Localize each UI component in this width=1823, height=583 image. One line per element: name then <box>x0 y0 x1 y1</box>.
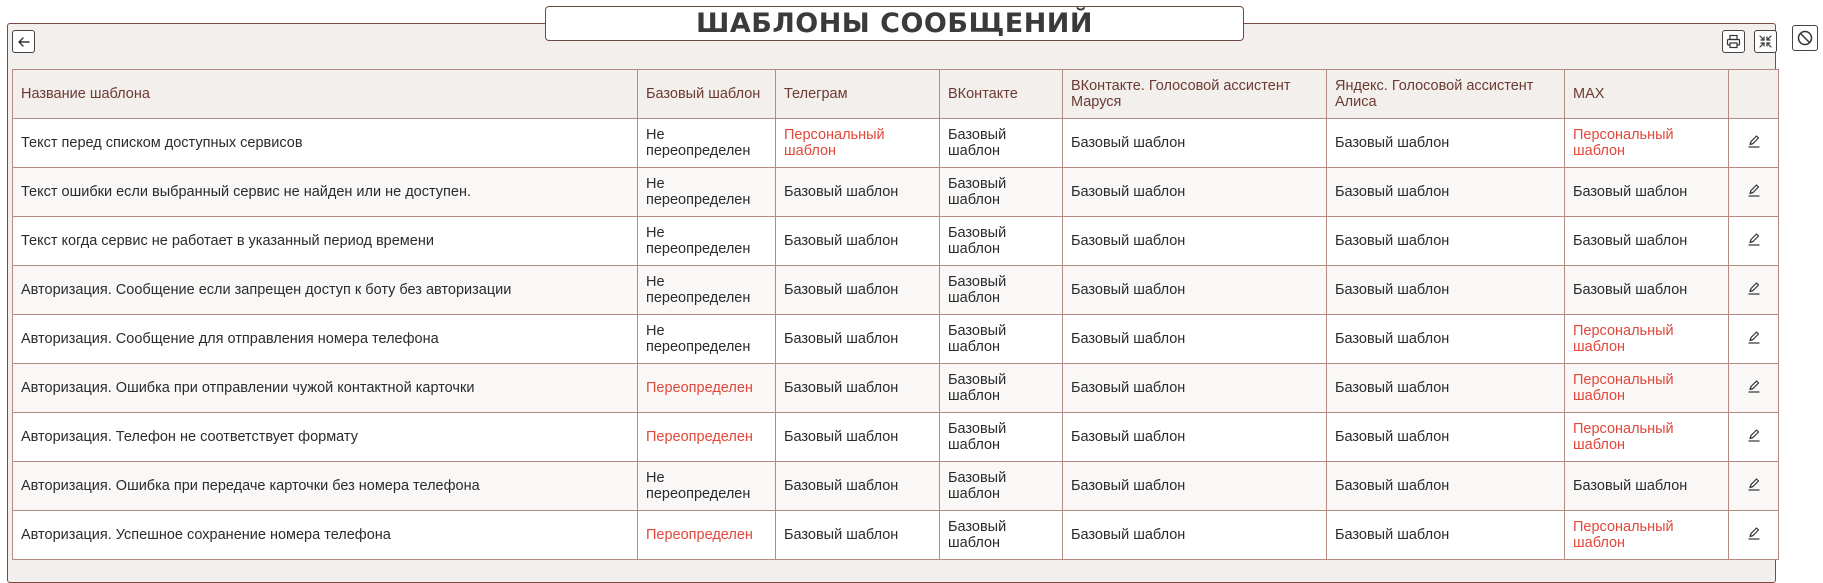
cell-telegram: Базовый шаблон <box>776 413 940 462</box>
cell-max: Базовый шаблон <box>1565 168 1729 217</box>
cell-template-name: Текст когда сервис не работает в указанный период времени <box>13 217 638 266</box>
cell-alice: Базовый шаблон <box>1327 511 1565 560</box>
column-header-alice[interactable]: Яндекс. Голосовой ассистент Алиса <box>1327 70 1565 119</box>
cell-vk: Базовый шаблон <box>940 511 1063 560</box>
cell-vk: Базовый шаблон <box>940 364 1063 413</box>
arrow-left-icon <box>17 35 31 49</box>
cell-marusya: Базовый шаблон <box>1063 266 1327 315</box>
cell-telegram: Базовый шаблон <box>776 168 940 217</box>
edit-button[interactable] <box>1743 475 1765 497</box>
page-title: ШАБЛОНЫ СООБЩЕНИЙ <box>695 8 1093 39</box>
back-button[interactable] <box>12 30 35 53</box>
cell-base-status: Переопределен <box>638 511 776 560</box>
cell-base-status: Не переопределен <box>638 119 776 168</box>
cell-base-status: Не переопределен <box>638 315 776 364</box>
cell-vk: Базовый шаблон <box>940 315 1063 364</box>
table-row[interactable] <box>13 364 1779 413</box>
cell-base-status: Переопределен <box>638 364 776 413</box>
cell-max: Персональный шаблон <box>1565 364 1729 413</box>
pencil-icon <box>1747 428 1761 446</box>
edit-button[interactable] <box>1743 279 1765 301</box>
cell-marusya: Базовый шаблон <box>1063 511 1327 560</box>
edit-button[interactable] <box>1743 181 1765 203</box>
pencil-icon <box>1747 526 1761 544</box>
pencil-icon <box>1747 281 1761 299</box>
cell-template-name: Авторизация. Ошибка при отправлении чужой контактной карточки <box>13 364 638 413</box>
edit-button[interactable] <box>1743 524 1765 546</box>
cell-marusya: Базовый шаблон <box>1063 217 1327 266</box>
templates-table <box>12 69 1779 560</box>
cell-vk: Базовый шаблон <box>940 217 1063 266</box>
cell-marusya: Базовый шаблон <box>1063 315 1327 364</box>
table-row[interactable] <box>13 217 1779 266</box>
pencil-icon <box>1747 330 1761 348</box>
cell-max: Персональный шаблон <box>1565 119 1729 168</box>
cell-max: Базовый шаблон <box>1565 462 1729 511</box>
cell-telegram: Базовый шаблон <box>776 511 940 560</box>
cell-vk: Базовый шаблон <box>940 413 1063 462</box>
cell-alice: Базовый шаблон <box>1327 315 1565 364</box>
edit-button[interactable] <box>1743 377 1765 399</box>
table-row[interactable] <box>13 168 1779 217</box>
cell-base-status: Переопределен <box>638 413 776 462</box>
cell-alice: Базовый шаблон <box>1327 413 1565 462</box>
collapse-arrows-icon <box>1758 34 1773 49</box>
column-header-actions <box>1729 70 1779 119</box>
cell-actions <box>1729 315 1779 364</box>
cell-telegram: Персональный шаблон <box>776 119 940 168</box>
cell-base-status: Не переопределен <box>638 266 776 315</box>
cell-template-name: Авторизация. Телефон не соответствует формату <box>13 413 638 462</box>
cell-telegram: Базовый шаблон <box>776 315 940 364</box>
cell-max: Персональный шаблон <box>1565 315 1729 364</box>
column-header-marusya[interactable]: ВКонтакте. Голосовой ассистент Маруся <box>1063 70 1327 119</box>
printer-icon <box>1726 34 1741 49</box>
column-header-vk[interactable]: ВКонтакте <box>940 70 1063 119</box>
pencil-icon <box>1747 477 1761 495</box>
table-header-row <box>13 70 1779 119</box>
cell-marusya: Базовый шаблон <box>1063 413 1327 462</box>
cell-template-name: Текст ошибки если выбранный сервис не найден или не доступен. <box>13 168 638 217</box>
cell-template-name: Авторизация. Успешное сохранение номера телефона <box>13 511 638 560</box>
cell-actions <box>1729 413 1779 462</box>
column-header-base[interactable]: Базовый шаблон <box>638 70 776 119</box>
edit-button[interactable] <box>1743 230 1765 252</box>
cell-template-name: Авторизация. Сообщение если запрещен доступ к боту без авторизации <box>13 266 638 315</box>
cell-base-status: Не переопределен <box>638 168 776 217</box>
cell-max: Персональный шаблон <box>1565 413 1729 462</box>
cell-base-status: Не переопределен <box>638 217 776 266</box>
cell-telegram: Базовый шаблон <box>776 364 940 413</box>
cell-actions <box>1729 511 1779 560</box>
block-button[interactable] <box>1792 25 1818 51</box>
table-row[interactable] <box>13 511 1779 560</box>
pencil-icon <box>1747 232 1761 250</box>
column-header-max[interactable]: MAX <box>1565 70 1729 119</box>
cell-telegram: Базовый шаблон <box>776 266 940 315</box>
print-button[interactable] <box>1722 30 1745 53</box>
column-header-name[interactable]: Название шаблона <box>13 70 638 119</box>
edit-button[interactable] <box>1743 132 1765 154</box>
edit-button[interactable] <box>1743 328 1765 350</box>
table-row[interactable] <box>13 266 1779 315</box>
block-icon <box>1796 29 1814 47</box>
cell-alice: Базовый шаблон <box>1327 168 1565 217</box>
cell-marusya: Базовый шаблон <box>1063 462 1327 511</box>
cell-actions <box>1729 168 1779 217</box>
pencil-icon <box>1747 134 1761 152</box>
cell-marusya: Базовый шаблон <box>1063 119 1327 168</box>
cell-telegram: Базовый шаблон <box>776 462 940 511</box>
cell-template-name: Авторизация. Ошибка при передаче карточки без номера телефона <box>13 462 638 511</box>
cell-base-status: Не переопределен <box>638 462 776 511</box>
cell-marusya: Базовый шаблон <box>1063 364 1327 413</box>
cell-vk: Базовый шаблон <box>940 266 1063 315</box>
cell-actions <box>1729 119 1779 168</box>
cell-marusya: Базовый шаблон <box>1063 168 1327 217</box>
edit-button[interactable] <box>1743 426 1765 448</box>
cell-actions <box>1729 462 1779 511</box>
cell-vk: Базовый шаблон <box>940 462 1063 511</box>
cell-alice: Базовый шаблон <box>1327 217 1565 266</box>
cell-alice: Базовый шаблон <box>1327 364 1565 413</box>
column-header-telegram[interactable]: Телеграм <box>776 70 940 119</box>
collapse-button[interactable] <box>1754 30 1777 53</box>
cell-alice: Базовый шаблон <box>1327 119 1565 168</box>
cell-vk: Базовый шаблон <box>940 168 1063 217</box>
cell-actions <box>1729 217 1779 266</box>
cell-alice: Базовый шаблон <box>1327 462 1565 511</box>
cell-template-name: Авторизация. Сообщение для отправления номера телефона <box>13 315 638 364</box>
pencil-icon <box>1747 183 1761 201</box>
cell-alice: Базовый шаблон <box>1327 266 1565 315</box>
cell-actions <box>1729 364 1779 413</box>
pencil-icon <box>1747 379 1761 397</box>
table-row[interactable] <box>13 413 1779 462</box>
page-title-box <box>545 6 1244 41</box>
cell-actions <box>1729 266 1779 315</box>
cell-max: Базовый шаблон <box>1565 217 1729 266</box>
cell-telegram: Базовый шаблон <box>776 217 940 266</box>
table-row[interactable] <box>13 462 1779 511</box>
table-row[interactable] <box>13 315 1779 364</box>
cell-template-name: Текст перед списком доступных сервисов <box>13 119 638 168</box>
templates-table-wrapper <box>12 69 1778 560</box>
cell-max: Персональный шаблон <box>1565 511 1729 560</box>
cell-max: Базовый шаблон <box>1565 266 1729 315</box>
cell-vk: Базовый шаблон <box>940 119 1063 168</box>
table-row[interactable] <box>13 119 1779 168</box>
